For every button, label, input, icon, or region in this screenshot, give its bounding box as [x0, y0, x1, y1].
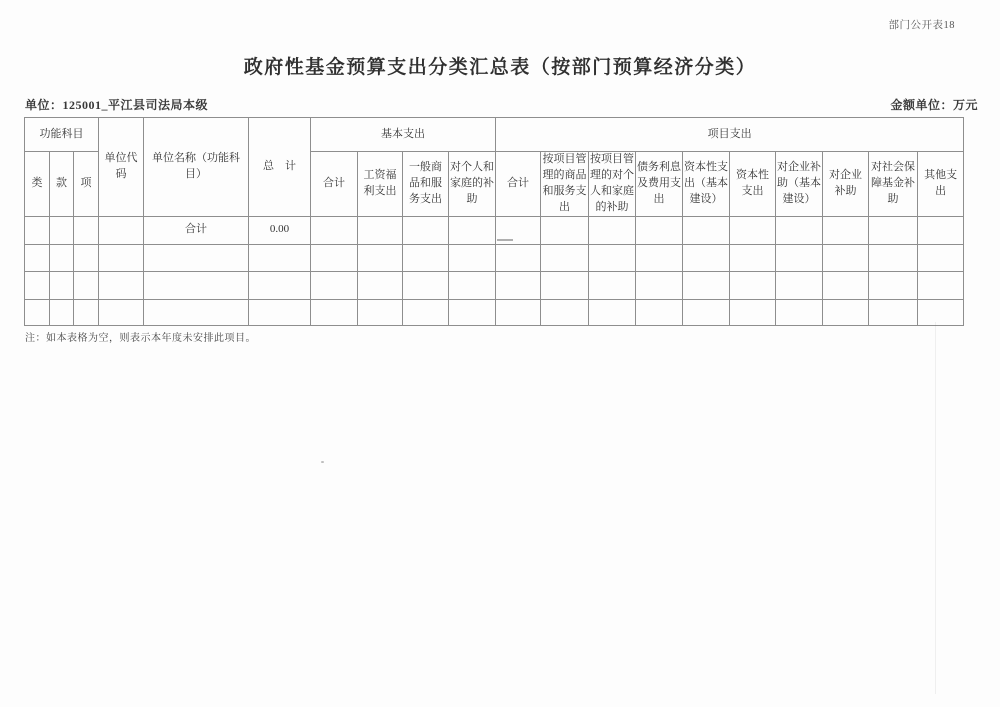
empty-cell	[74, 271, 99, 299]
empty-cell	[869, 299, 918, 325]
col-header-other-expenditure: 其他支出	[918, 152, 964, 217]
col-header-project-expenditure: 项目支出	[496, 118, 964, 152]
grand-total-value: 0.00	[249, 216, 311, 244]
empty-cell	[589, 299, 636, 325]
empty-cell	[823, 299, 869, 325]
empty-cell	[496, 244, 541, 271]
empty-cell	[730, 244, 776, 271]
empty-cell	[99, 244, 144, 271]
empty-cell	[403, 299, 449, 325]
empty-cell	[730, 299, 776, 325]
empty-cell	[358, 271, 403, 299]
header-row-1	[25, 118, 964, 152]
col-header-individual-family-subsidy: 对个人和家庭的补助	[449, 152, 496, 217]
col-header-unit-name: 单位名称（功能科目）	[144, 118, 249, 217]
empty-cell	[683, 299, 730, 325]
doc-sheet-label: 部门公开表18	[888, 20, 955, 31]
empty-cell	[25, 216, 50, 244]
empty-cell	[449, 271, 496, 299]
col-header-category: 类	[25, 152, 50, 217]
empty-cell	[918, 216, 964, 244]
empty-cell	[144, 271, 249, 299]
empty-cell	[869, 271, 918, 299]
empty-cell	[25, 299, 50, 325]
empty-cell	[249, 271, 311, 299]
empty-cell	[50, 271, 74, 299]
empty-cell	[918, 244, 964, 271]
empty-cell	[869, 244, 918, 271]
empty-cell	[823, 244, 869, 271]
empty-cell	[636, 216, 683, 244]
empty-cell	[541, 299, 589, 325]
scan-artifact-dash	[497, 239, 513, 241]
empty-cell	[869, 216, 918, 244]
empty-cell	[730, 271, 776, 299]
col-header-project-total: 合计	[496, 152, 541, 217]
empty-cell	[496, 271, 541, 299]
empty-cell	[449, 216, 496, 244]
empty-cell	[449, 299, 496, 325]
col-header-function-subject: 功能科目	[25, 118, 99, 152]
empty-cell	[823, 271, 869, 299]
unit-info	[25, 96, 208, 113]
empty-cell	[358, 299, 403, 325]
amount-unit-info	[890, 96, 978, 113]
empty-cell	[918, 271, 964, 299]
table-row-empty	[25, 299, 964, 325]
empty-cell	[249, 244, 311, 271]
col-header-unit-code: 单位代码	[99, 118, 144, 217]
empty-cell	[99, 271, 144, 299]
col-header-general-goods-services: 一般商品和服务支出	[403, 152, 449, 217]
empty-cell	[683, 271, 730, 299]
amount-unit-label: 金额单位：	[890, 98, 953, 112]
empty-cell	[311, 244, 358, 271]
empty-cell	[144, 244, 249, 271]
empty-cell	[683, 216, 730, 244]
empty-cell	[74, 299, 99, 325]
empty-cell	[541, 216, 589, 244]
empty-cell	[776, 299, 823, 325]
empty-cell	[776, 271, 823, 299]
empty-cell	[776, 244, 823, 271]
empty-cell	[403, 244, 449, 271]
empty-cell	[358, 216, 403, 244]
empty-cell	[74, 216, 99, 244]
empty-cell	[50, 299, 74, 325]
empty-cell	[636, 299, 683, 325]
empty-cell	[449, 244, 496, 271]
col-header-enterprise-subsidy-construction: 对企业补助（基本建设）	[776, 152, 823, 217]
empty-cell	[918, 299, 964, 325]
empty-cell	[589, 271, 636, 299]
empty-cell	[50, 244, 74, 271]
col-header-basic-total: 合计	[311, 152, 358, 217]
empty-cell	[403, 216, 449, 244]
empty-cell	[25, 271, 50, 299]
empty-cell	[249, 299, 311, 325]
col-header-wage-welfare: 工资福利支出	[358, 152, 403, 217]
empty-cell	[589, 244, 636, 271]
empty-cell	[541, 244, 589, 271]
footnote: 注：如本表格为空，则表示本年度未安排此项目。	[25, 333, 256, 344]
col-header-item: 项	[74, 152, 99, 217]
unit-value: 125001_平江县司法局本级	[62, 98, 209, 112]
col-header-capital-expenditure: 资本性支出	[730, 152, 776, 217]
empty-cell	[823, 216, 869, 244]
budget-table	[24, 117, 964, 326]
empty-cell	[496, 299, 541, 325]
empty-cell	[541, 271, 589, 299]
empty-cell	[311, 299, 358, 325]
budget-table-container	[24, 117, 963, 326]
empty-cell	[636, 271, 683, 299]
table-row-empty	[25, 244, 964, 271]
scan-artifact-speck	[321, 461, 324, 463]
col-header-grand-total: 总 计	[249, 118, 311, 217]
table-row-empty	[25, 271, 964, 299]
col-header-social-security-fund-subsidy: 对社会保障基金补助	[869, 152, 918, 217]
row-label-total: 合计	[144, 216, 249, 244]
empty-cell	[74, 244, 99, 271]
page-title: 政府性基金预算支出分类汇总表（按部门预算经济分类）	[243, 57, 757, 78]
empty-cell	[311, 271, 358, 299]
empty-cell	[403, 271, 449, 299]
empty-cell	[683, 244, 730, 271]
col-header-section: 款	[50, 152, 74, 217]
empty-cell	[99, 216, 144, 244]
table-row-total	[25, 216, 964, 244]
unit-label: 单位：	[25, 98, 63, 112]
col-header-basic-expenditure: 基本支出	[311, 118, 496, 152]
empty-cell	[50, 216, 74, 244]
empty-cell	[776, 216, 823, 244]
col-header-enterprise-subsidy: 对企业补助	[823, 152, 869, 217]
empty-cell	[589, 216, 636, 244]
col-header-debt-interest-fees: 债务利息及费用支出	[636, 152, 683, 217]
col-header-project-goods-services: 按项目管理的商品和服务支出	[541, 152, 589, 217]
col-header-project-individual-family: 按项目管理的对个人和家庭的补助	[589, 152, 636, 217]
empty-cell	[25, 244, 50, 271]
empty-cell	[99, 299, 144, 325]
amount-unit-value: 万元	[952, 98, 978, 112]
empty-cell	[730, 216, 776, 244]
scan-artifact-line	[935, 322, 936, 694]
col-header-capital-basic-construction: 资本性支出（基本建设）	[683, 152, 730, 217]
empty-cell	[636, 244, 683, 271]
empty-cell	[311, 216, 358, 244]
empty-cell	[358, 244, 403, 271]
empty-cell	[144, 299, 249, 325]
